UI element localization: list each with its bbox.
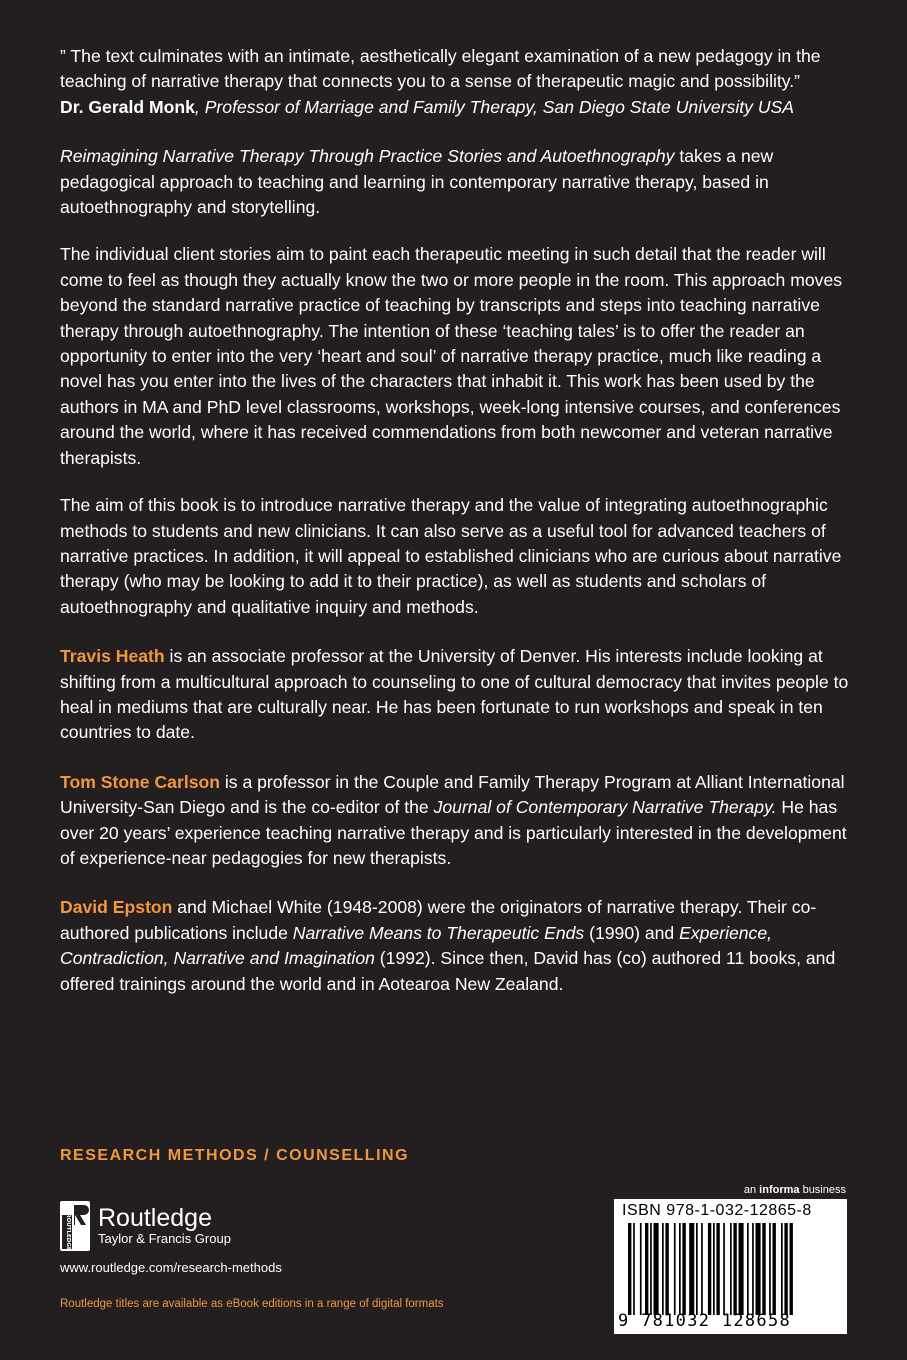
barcode-bar [674,1223,676,1315]
barcode-bar [790,1223,793,1315]
intro-paragraph [60,144,850,220]
barcode-bar [739,1223,744,1315]
barcode-bar [689,1223,694,1315]
back-cover-text [60,44,850,997]
barcode-bar [713,1223,715,1315]
barcode-bar [701,1223,703,1315]
author-name-heath: Travis Heath [60,646,165,667]
barcode-bar [628,1223,631,1315]
barcode-bar [640,1223,642,1315]
publisher-group: Taylor & Francis Group [98,1231,231,1246]
barcode-icon [628,1223,838,1315]
barcode-bar [679,1223,681,1315]
publisher-text [98,1205,231,1247]
barcode-bar [747,1223,749,1315]
bio-text-heath: is an associate professor at the University of Denver. His interests include looking at shifting from a multicultural approach to counseling to one of cultural democracy that invites people to heal in mediums that are culturally near. He has been fortunate to run workshops and speak in ten countries to date. [60,646,849,743]
author-bio-carlson [60,770,850,872]
barcode-bar [781,1223,783,1315]
barcode-bar [733,1223,736,1315]
intro-text: takes a new pedagogical approach to teaching and learning in contemporary narrative therapy, based in autoethnography and storytelling. [60,146,774,218]
ebook-note: Routledge titles are available as eBook editions in a range of digital formats [60,1298,444,1310]
informa-tagline [744,1184,846,1196]
bio-text-carlson-2: He has over 20 years’ experience teaching narrative therapy and is particularly interested in the development of experience-near pedagogies for new therapists. [60,797,847,868]
endorsement-quote [60,44,850,120]
publisher-block [60,1201,231,1251]
journal-title: Journal of Contemporary Narrative Therapy. [433,797,777,818]
barcode-bar [633,1223,635,1315]
barcode-bar [654,1223,659,1315]
routledge-logo-icon [60,1201,90,1251]
barcode-bar [665,1223,668,1315]
informa-prefix: an [743,1184,760,1196]
barcode-bar [730,1223,732,1315]
publisher-website: www.routledge.com/research-methods [60,1260,282,1275]
endorser-name: Dr. Gerald Monk [60,96,195,117]
bio-text-epston-1: and Michael White (1948-2008) were the originators of narrative therapy. Their co-authored publications include [60,897,817,943]
description-paragraph: The individual client stories aim to paint each therapeutic meeting in such detail that the reader will come to feel as though they actually know the two or more people in the room. This approach moves beyond the standard narrative practice of teaching by transcripts and steps into teaching narrative therapy through autoethnography. The intention of these ‘teaching tales’ is to offer the reader an opportunity to enter into the very ‘heart and soul’ of narrative therapy practice, much like reading a novel has you enter into the lives of the characters that inhabit it. This work has been used by the authors in MA and PhD level classrooms, workshops, week-long intensive courses, and conferences around the world, where it has received commendations from both newcomer and veteran narrative therapists. [60,244,843,468]
quote-text: ” The text culminates with an intimate, aesthetically elegant examination of a new pedagogy in the teaching of narrative therapy that connects you to a sense of therapeutic magic and possibility.” [60,46,821,92]
barcode-bar [769,1223,771,1315]
bio-text-carlson-1: is a professor in the Couple and Family Therapy Program at Alliant International University-San Diego and is the co-editor of the [60,771,845,818]
barcode-panel [614,1199,847,1334]
author-name-carlson: Tom Stone Carlson [60,771,220,792]
barcode-bar [662,1223,664,1315]
logo-vertical-text: ROUTLEDGE [65,1213,71,1251]
barcode-bar [752,1223,754,1315]
barcode-bar [762,1223,765,1315]
barcode-bar [773,1223,776,1315]
author-bio-epston [60,895,850,997]
book-title: Reimagining Narrative Therapy Through Practice Stories and Autoethnography [60,146,675,167]
barcode-bar [682,1223,685,1315]
barcode-bar [756,1223,761,1315]
barcode-bar [784,1223,787,1315]
barcode-bar [723,1223,725,1315]
subject-category: RESEARCH METHODS / COUNSELLING [60,1147,410,1164]
author-name-epston: David Epston [60,897,173,918]
barcode-bar [645,1223,648,1315]
author-bio-heath [60,644,850,746]
book-title-2: Experience, Contradiction, Narrative and Imagination [60,922,773,969]
isbn-label: ISBN 978-1-032-12865-8 [622,1202,812,1219]
bio-text-epston-2: (1990) and [584,922,680,943]
endorser-title: , Professor of Marriage and Family Therapy, San Diego State University USA [194,96,795,117]
book-title-1: Narrative Means to Therapeutic Ends [292,922,585,943]
audience-paragraph: The aim of this book is to introduce narrative therapy and the value of integrating autoethnographic methods to students and new clinicians. It can also serve as a useful tool for advanced teachers of narrative practices. In addition, it will appeal to established clinicians who are curious about narrative therapy (who may be looking to add it to their practice), as well as students and scholars of autoethnography and qualitative inquiry and methods. [60,495,842,617]
informa-suffix: business [799,1184,846,1196]
barcode-bar [708,1223,711,1315]
publisher-name: Routledge [98,1204,212,1232]
barcode-bar [650,1223,652,1315]
bio-text-epston-3: (1992). Since then, David has (co) authored 11 books, and offered trainings around the world and in Aotearoa New Zealand. [60,948,836,994]
barcode-digits: 9 781032 128658 [618,1311,792,1331]
informa-brand: informa [759,1184,800,1196]
barcode-bar [716,1223,719,1315]
barcode-bar [696,1223,698,1315]
